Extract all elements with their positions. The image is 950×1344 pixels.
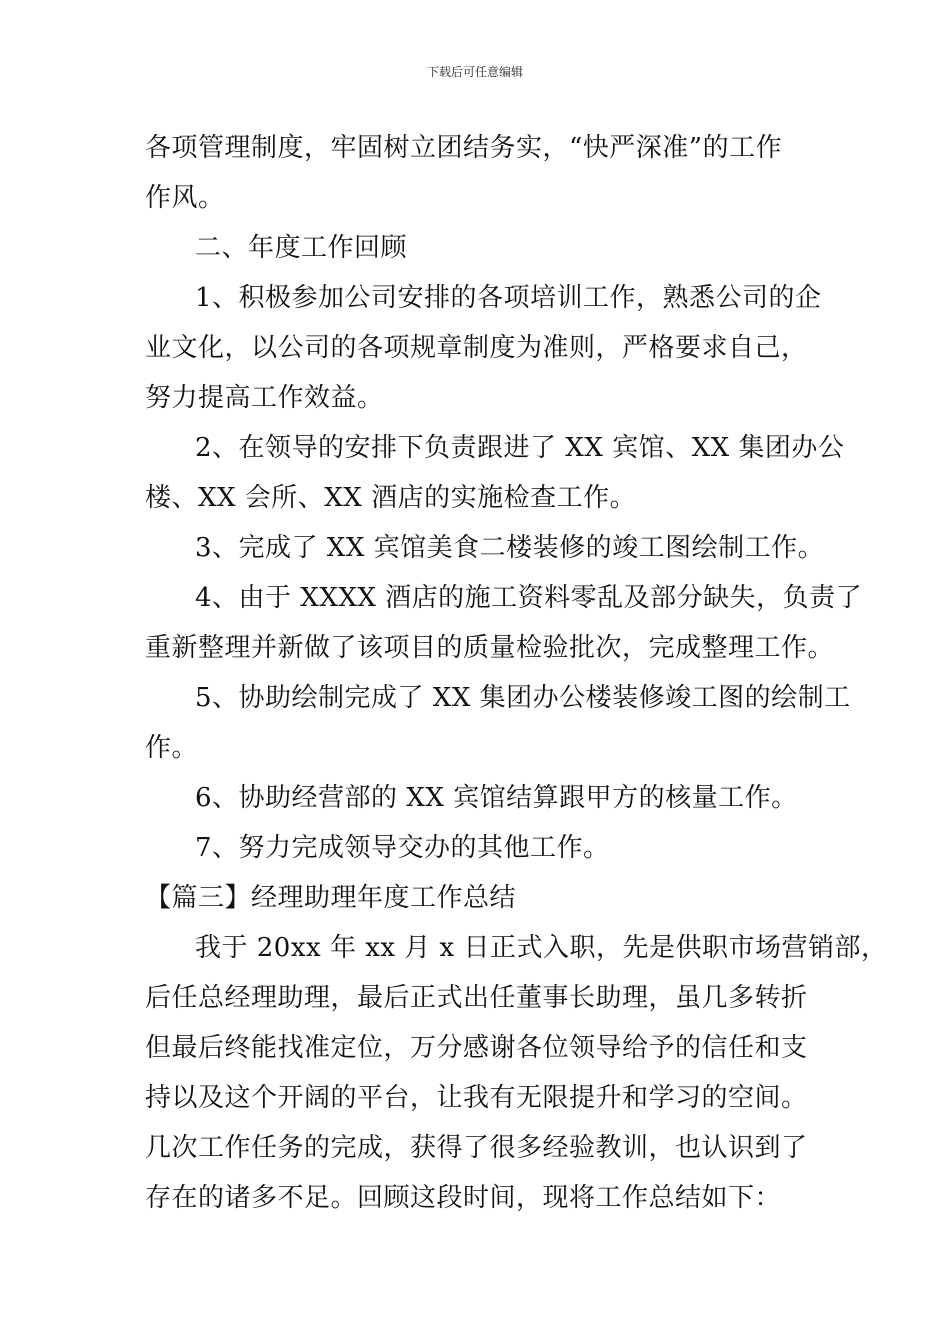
text-line: 作风。 [145, 183, 225, 213]
paragraph-start: 我于 20xx 年 xx 月 x 日正式入职，先是供职市场营销部， [195, 933, 888, 963]
text-line: 业文化，以公司的各项规章制度为准则，严格要求自己， [145, 333, 808, 363]
text-line: 几次工作任务的完成，获得了很多经验教训，也认识到了 [145, 1133, 808, 1163]
list-item: 5、协助绘制完成了 XX 集团办公楼装修竣工图的绘制工 [195, 683, 851, 713]
text-line: 楼、XX 会所、XX 酒店的实施检查工作。 [145, 483, 637, 513]
text-line: 重新整理并新做了该项目的质量检验批次，完成整理工作。 [145, 633, 835, 663]
list-item: 1、积极参加公司安排的各项培训工作，熟悉公司的企 [195, 283, 822, 313]
text-line: 存在的诸多不足。回顾这段时间，现将工作总结如下： [145, 1183, 782, 1213]
text-line: 后任总经理助理，最后正式出任董事长助理，虽几多转折 [145, 983, 808, 1013]
text-line: 持以及这个开阔的平台，让我有无限提升和学习的空间。 [145, 1083, 808, 1113]
list-item: 2、在领导的安排下负责跟进了 XX 宾馆、XX 集团办公 [195, 433, 845, 463]
article-heading: 【篇三】经理助理年度工作总结 [145, 883, 517, 913]
text-line: 但最后终能找准定位，万分感谢各位领导给予的信任和支 [145, 1033, 808, 1063]
section-heading: 二、年度工作回顾 [195, 233, 408, 263]
text-line: 各项管理制度，牢固树立团结务实，“快严深准”的工作 [145, 133, 783, 163]
text-line: 作。 [145, 733, 199, 763]
text-line: 努力提高工作效益。 [145, 383, 384, 413]
list-item: 3、完成了 XX 宾馆美食二楼装修的竣工图绘制工作。 [195, 533, 825, 563]
list-item: 6、协助经营部的 XX 宾馆结算跟甲方的核量工作。 [195, 783, 798, 813]
page-header: 下载后可任意编辑 [426, 65, 523, 79]
list-item: 7、努力完成领导交办的其他工作。 [195, 833, 610, 863]
list-item: 4、由于 XXXX 酒店的施工资料零乱及部分缺失，负责了 [195, 583, 863, 613]
